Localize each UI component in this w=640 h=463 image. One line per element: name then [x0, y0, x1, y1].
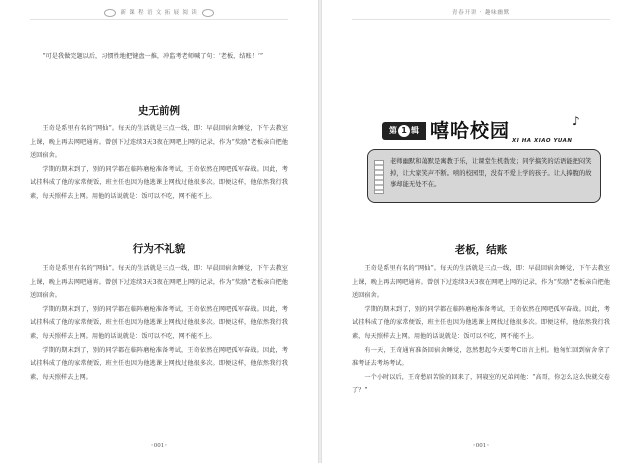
right-page [322, 0, 640, 463]
header-rule [30, 19, 288, 20]
right-running-head [322, 8, 640, 16]
section-2-body [30, 262, 288, 384]
left-page [0, 0, 318, 463]
chapter-intro-box [367, 149, 601, 203]
paragraph: 学期的期末到了，别的同学都在临阵磨枪准备考试，王奇依然在网吧孤军奋战。因此，考试挂科成了他的家常便饭，班主任也因为他逃课上网找过他很多次。即便这样，他依然我行我素，每天照样去上网。 [30, 346, 288, 381]
left-running-head [0, 8, 318, 17]
paragraph: 王奇是系里有名的“网仙”。每天的生活就是三点一线，即：早晨回宿舍睡觉，下午去教室上课，晚上再去网吧通宵。曾创下过连续3天3夜在网吧上网的记录，作为“奖励”老板亲自把他送回宿舍。 [352, 265, 610, 300]
badge-suffix: 辑 [411, 126, 419, 135]
paragraph: 学期的期末到了，别的同学都在临阵磨枪准备考试，王奇依然在网吧孤军奋战。因此，考试挂科成了他的家常便饭，班主任也因为他逃课上网找过他很多次。即便这样，他依然我行我素，每天照样去上网。用他的话说就是：饭可以不吃，网不能不上。 [352, 305, 610, 340]
section-body [352, 262, 610, 398]
page-number: ◦001◦ [150, 443, 168, 449]
chapter-banner [382, 114, 592, 144]
chapter-subtitle: XI HA XIAO YUAN [512, 138, 573, 144]
section-title-2: 行为不礼貌 [132, 243, 186, 255]
ornament-icon [104, 9, 116, 17]
paragraph: 有一天，王奇通宵准备回宿舍睡觉，忽然想起今天要考C语言上机。他匆忙回到宿舍拿了准考证去考场考试。 [352, 346, 610, 368]
running-head-text: 青春开讲 · 趣味幽默 [451, 10, 511, 16]
paragraph: 一个小时以后，王奇愁眉苦脸的回来了，同寝室的兄弟问他：“高哥，你怎么这么快就交卷了？” [352, 373, 610, 395]
paragraph: 王奇是系里有名的“网仙”。每天的生活就是三点一线，即：早晨回宿舍睡觉，下午去教室上课，晚上再去网吧通宵。曾创下过连续3天3夜在网吧上网的记录，作为“奖励”老板亲自把他送回宿舍。 [30, 125, 288, 160]
badge-prefix: 第 [389, 126, 397, 135]
paragraph: 王奇是系里有名的“网仙”。每天的生活就是三点一线，即：早晨回宿舍睡觉，下午去教室上课，晚上再去网吧通宵。曾创下过连续3天3夜在网吧上网的记录，作为“奖励”老板亲自把他送回宿舍。 [30, 265, 288, 300]
section-title: 老板，结账 [454, 244, 508, 256]
section-1-body [30, 122, 288, 204]
chapter-title: 嘻哈校园 [430, 120, 511, 142]
page-number: ◦001◦ [472, 443, 490, 449]
opening-quote-block [30, 50, 288, 64]
chapter-badge [382, 122, 426, 140]
music-note-icon: ♪ [572, 114, 580, 128]
running-head-text: 新 课 程 语 文 拓 展 阅 读 [120, 10, 198, 16]
opening-quote: “可是我做完题以后，习惯性地把键盘一推，冲监考老师喊了句：‘老板，结账！’” [42, 53, 264, 60]
ornament-icon [202, 9, 214, 17]
paragraph: 学期的期末到了，别的同学都在临阵磨枪准备考试，王奇依然在网吧孤军奋战。因此，考试挂科成了他的家常便饭，班主任也因为他逃课上网找过他很多次。即便这样，他依然我行我素，每天照样去上网。用他的话说就是：饭可以不吃，网不能不上。 [30, 305, 288, 340]
header-rule [352, 19, 610, 20]
badge-number: 1 [398, 125, 410, 137]
paragraph: 学期的期末到了，别的同学都在临阵磨枪准备考试，王奇依然在网吧孤军奋战。因此，考试挂科成了他的家常便饭，班主任也因为他逃课上网找过他很多次。即便这样，他依然我行我素，每天照样去上网。用他的话说就是：饭可以不吃，网不能不上。 [30, 165, 288, 200]
chapter-intro-text: 老师幽默和蔼默是寓教于乐，让课堂生机勃发；同学搞笑的话语能把闷笑掉，让大家笑声不断。嘻的校园里，没有不爱上学的孩子。让人捧腹的故事却能无处不在。 [390, 158, 592, 188]
section-title-1: 史无前例 [138, 105, 180, 117]
film-strip-icon [374, 160, 384, 194]
